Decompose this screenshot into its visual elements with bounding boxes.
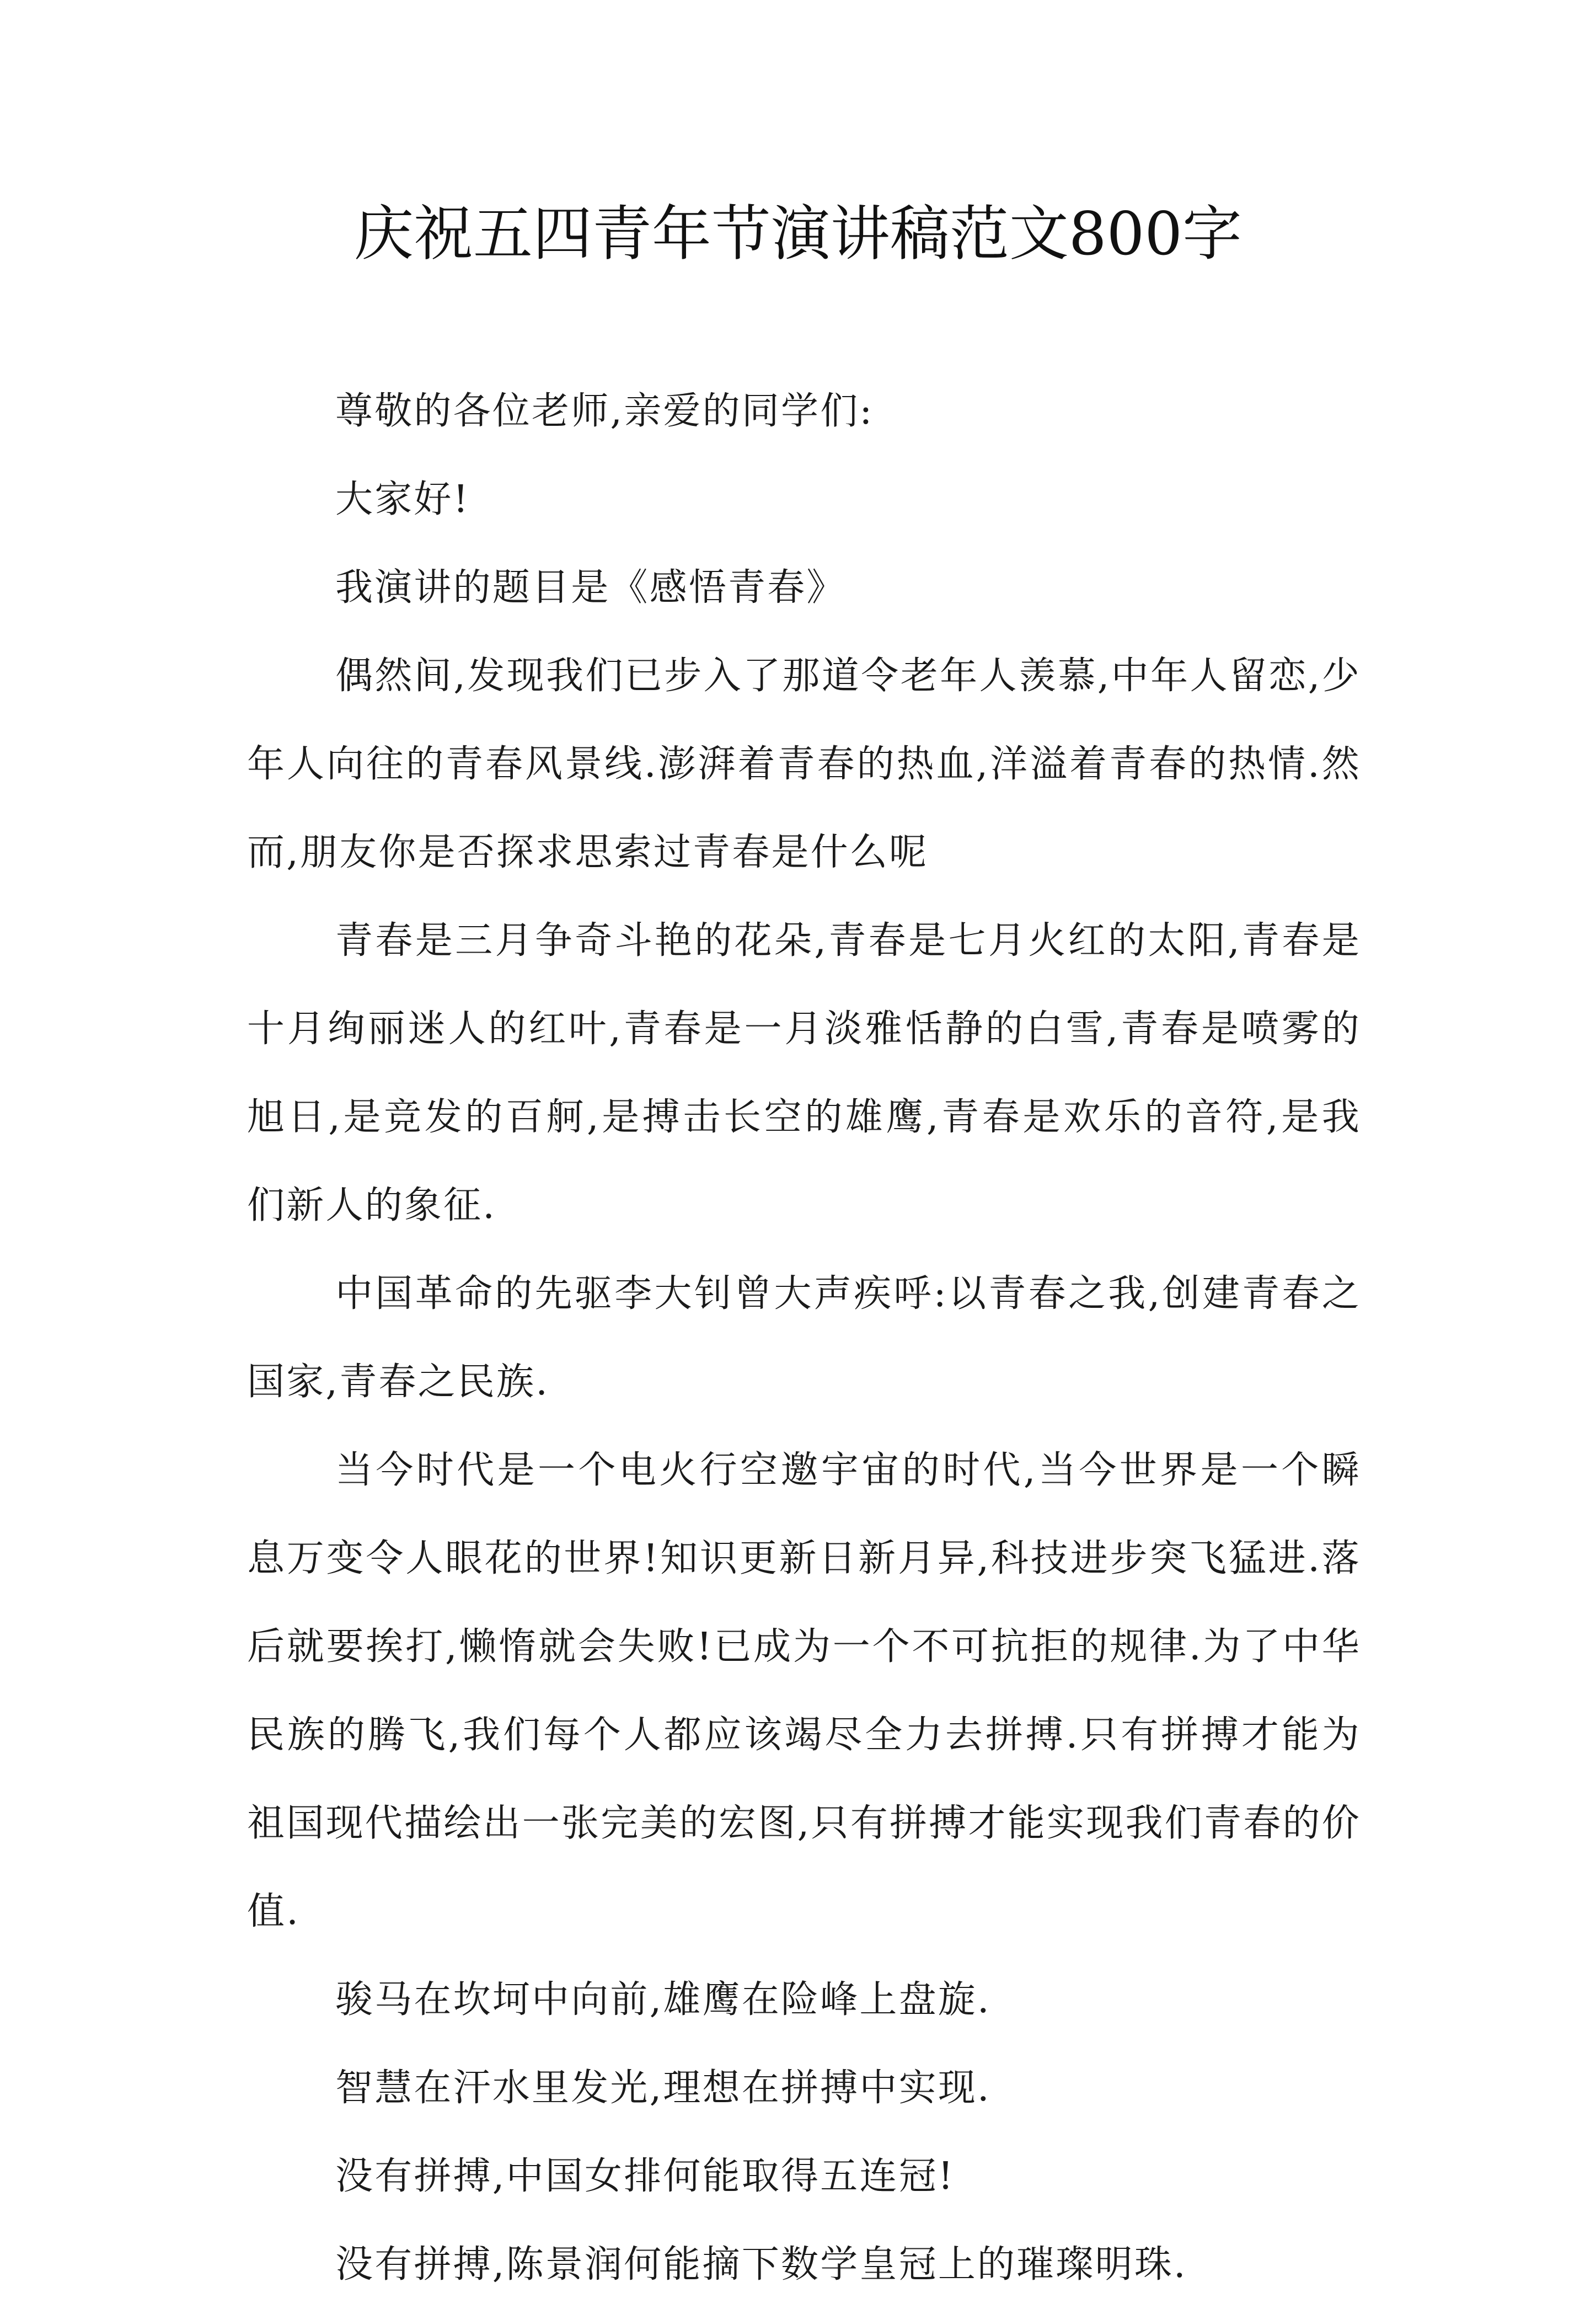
document-body [247, 367, 1361, 2309]
body-paragraph: 偶然间,发现我们已步入了那道令老年人羡慕,中年人留恋,少年人向往的青春风景线.澎湃着青春的热血,洋溢着青春的热情.然而,朋友你是否探求思索过青春是什么呢 [247, 654, 1361, 874]
body-paragraph: 骏马在坎坷中向前,雄鹰在险峰上盘旋. [335, 1978, 991, 2022]
body-paragraph: 智慧在汗水里发光,理想在拼搏中实现. [335, 2066, 991, 2110]
document-title: 庆祝五四青年节演讲稿范文800字 [354, 200, 1242, 269]
body-paragraph: 中国革命的先驱李大钊曾大声疾呼:以青春之我,创建青春之国家,青春之民族. [247, 1272, 1361, 1404]
speech-topic: 我演讲的题目是《感悟青春》 [335, 566, 846, 610]
body-paragraph: 没有拼搏,陈景润何能摘下数学皇冠上的璀璨明珠. [335, 2243, 1187, 2286]
body-paragraph: 没有拼搏,中国女排何能取得五连冠! [335, 2155, 955, 2198]
salutation: 尊敬的各位老师,亲爱的同学们: [335, 389, 874, 433]
body-paragraph: 青春是三月争奇斗艳的花朵,青春是七月火红的太阳,青春是十月绚丽迷人的红叶,青春是一月淡雅恬静的白雪,青春是喷雾的旭日,是竞发的百舸,是搏击长空的雄鹰,青春是欢乐的音符,是我们新人的象征. [247, 919, 1361, 1227]
greeting: 大家好! [335, 478, 470, 521]
body-paragraph: 当今时代是一个电火行空邀宇宙的时代,当今世界是一个瞬息万变令人眼花的世界!知识更新日新月异,科技进步突飞猛进.落后就要挨打,懒惰就会失败!已成为一个不可抗拒的规律.为了中华民族的腾飞,我们每个人都应该竭尽全力去拼搏.只有拼搏才能为祖国现代描绘出一张完美的宏图,只有拼搏才能实现我们青春的价值. [247, 1449, 1361, 1933]
